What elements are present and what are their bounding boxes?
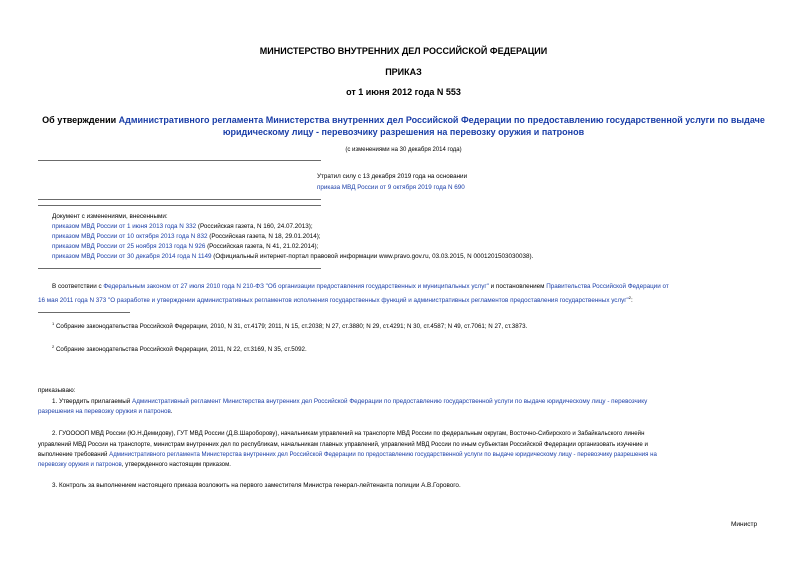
preamble-colon: : <box>631 297 633 305</box>
government-decree-link[interactable]: Правительства Российской Федерации от <box>546 283 669 290</box>
footnote-ref: 2 <box>628 295 632 300</box>
footnote-mark: 2 <box>52 344 55 349</box>
preamble-line2 <box>38 293 633 306</box>
regulation-link-cont[interactable]: разрешения на перевозку оружия и патронов <box>38 408 171 415</box>
repeal-text: Утратил силу с 13 декабря 2019 года на основании <box>317 173 468 180</box>
footnote-1 <box>52 319 527 332</box>
paragraph-1 <box>52 397 647 407</box>
regulation-link[interactable]: Административный регламент Министерства внутренних дел Российской Федерации по предоставлению государственной услуги по выдаче юридическому лицу - перевозчику <box>132 398 648 405</box>
paragraph-text: , утвержденного настоящим приказом. <box>121 461 231 468</box>
federal-law-link[interactable]: Федеральным законом от 27 июля 2010 года N 210-ФЗ "Об организации предоставления государственных и муниципальных услуг" <box>103 283 489 290</box>
footnote-text: Собрание законодательства Российской Федерации, 2010, N 31, ст.4179; 2011, N 15, ст.2038; N 27, ст.3880; N 29, ст.4291; N 30, ст.4587; N 49, ст.7061; N 27, ст.3873. <box>55 323 528 331</box>
government-decree-link-cont[interactable]: 16 мая 2011 года N 373 "О разработке и утверждении административных регламентов исполнения государственных функций и административных регламентов предоставления государственных услуг" <box>38 297 629 305</box>
amendment-source: (Российская газета, N 18, 29.01.2014); <box>207 233 321 240</box>
date-number-heading: от 1 июня 2012 года N 553 <box>346 87 461 97</box>
paragraph-2-line3 <box>38 450 657 460</box>
amendments-intro: Документ с изменениями, внесенными: <box>52 213 168 220</box>
ministry-heading: МИНИСТЕРСТВО ВНУТРЕННИХ ДЕЛ РОССИЙСКОЙ ФЕДЕРАЦИИ <box>259 46 548 56</box>
title-regulation-link[interactable]: Административного регламента Министерства внутренних дел Российской Федерации по предоставлению государственной услуги по выдаче <box>118 115 765 125</box>
paragraph-1-cont <box>38 407 173 417</box>
amended-note: (с изменениями на 30 декабря 2014 года) <box>345 147 462 153</box>
footnote-mark: 1 <box>52 321 55 326</box>
amendment-source: (Официальный интернет-портал правовой информации www.pravo.gov.ru, 03.03.2015, N 0001201503030038). <box>211 253 534 260</box>
divider <box>38 199 321 200</box>
paragraph-text: выполнение требований <box>38 451 110 458</box>
repeal-order-link[interactable]: приказа МВД России от 9 октября 2019 года N 690 <box>317 184 465 191</box>
divider <box>38 268 321 269</box>
preamble-text: В соответствии с <box>52 283 104 290</box>
amendment-source: (Российская газета, N 41, 21.02.2014); <box>205 243 319 250</box>
amendment-source: (Российская газета, N 160, 24.07.2013); <box>196 223 313 230</box>
amendment-link[interactable]: приказом МВД России от 30 декабря 2014 года N 1149 <box>52 253 212 260</box>
amendment-item <box>52 242 318 252</box>
amendment-link[interactable]: приказом МВД России от 10 октября 2013 года N 832 <box>52 233 208 240</box>
divider <box>38 205 321 206</box>
paragraph-3: 3. Контроль за выполнением настоящего приказа возложить на первого заместителя Министра генерал-лейтенанта полиции А.В.Горового. <box>52 482 461 489</box>
amendment-link[interactable]: приказом МВД России от 25 ноября 2013 года N 926 <box>52 243 206 250</box>
divider <box>38 160 321 161</box>
order-word: приказываю: <box>38 387 76 394</box>
title-regulation-link-cont[interactable]: юридическому лицу - перевозчику разрешения на перевозку оружия и патронов <box>222 127 585 137</box>
doc-type-heading: ПРИКАЗ <box>385 67 422 77</box>
paragraph-text: 1. Утвердить прилагаемый <box>52 398 133 405</box>
regulation-link-cont[interactable]: перевозку оружия и патронов <box>38 461 122 468</box>
paragraph-2-line4 <box>38 460 231 470</box>
footnote-2 <box>52 342 307 355</box>
amendment-link[interactable]: приказом МВД России от 1 июня 2013 года N 332 <box>52 223 197 230</box>
amendment-item <box>52 252 533 262</box>
preamble-line1 <box>52 282 669 292</box>
regulation-link[interactable]: Административного регламента Министерства внутренних дел Российской Федерации по предоставлению государственной услуги по выдаче юридическому лицу - перевозчику разрешения на <box>109 451 657 458</box>
amendment-item <box>52 232 321 242</box>
paragraph-2-line2: управлений МВД России на транспорте, министрам внутренних дел по республикам, начальникам главных управлений, управлений МВД России по иным субъектам Российской Федерации организовать изучение и <box>38 441 648 448</box>
signature-title: Министр <box>731 521 758 528</box>
footnote-text: Собрание законодательства Российской Федерации, 2011, N 22, ст.3169, N 35, ст.5092. <box>55 346 307 354</box>
preamble-text: и постановлением <box>488 283 547 290</box>
paragraph-2-line1: 2. ГУООООП МВД России (Ю.Н.Демидову), ГУТ МВД России (Д.В.Шароборову), начальникам управлений на транспорте МВД России по федеральным округам, Восточно-Сибирского и Забайкальского линейн <box>52 430 645 437</box>
footnote-divider <box>38 312 130 313</box>
amendment-item <box>52 222 313 232</box>
title-prefix: Об утверждении <box>42 115 119 125</box>
document-title <box>0 114 807 138</box>
paragraph-text: . <box>170 408 173 415</box>
